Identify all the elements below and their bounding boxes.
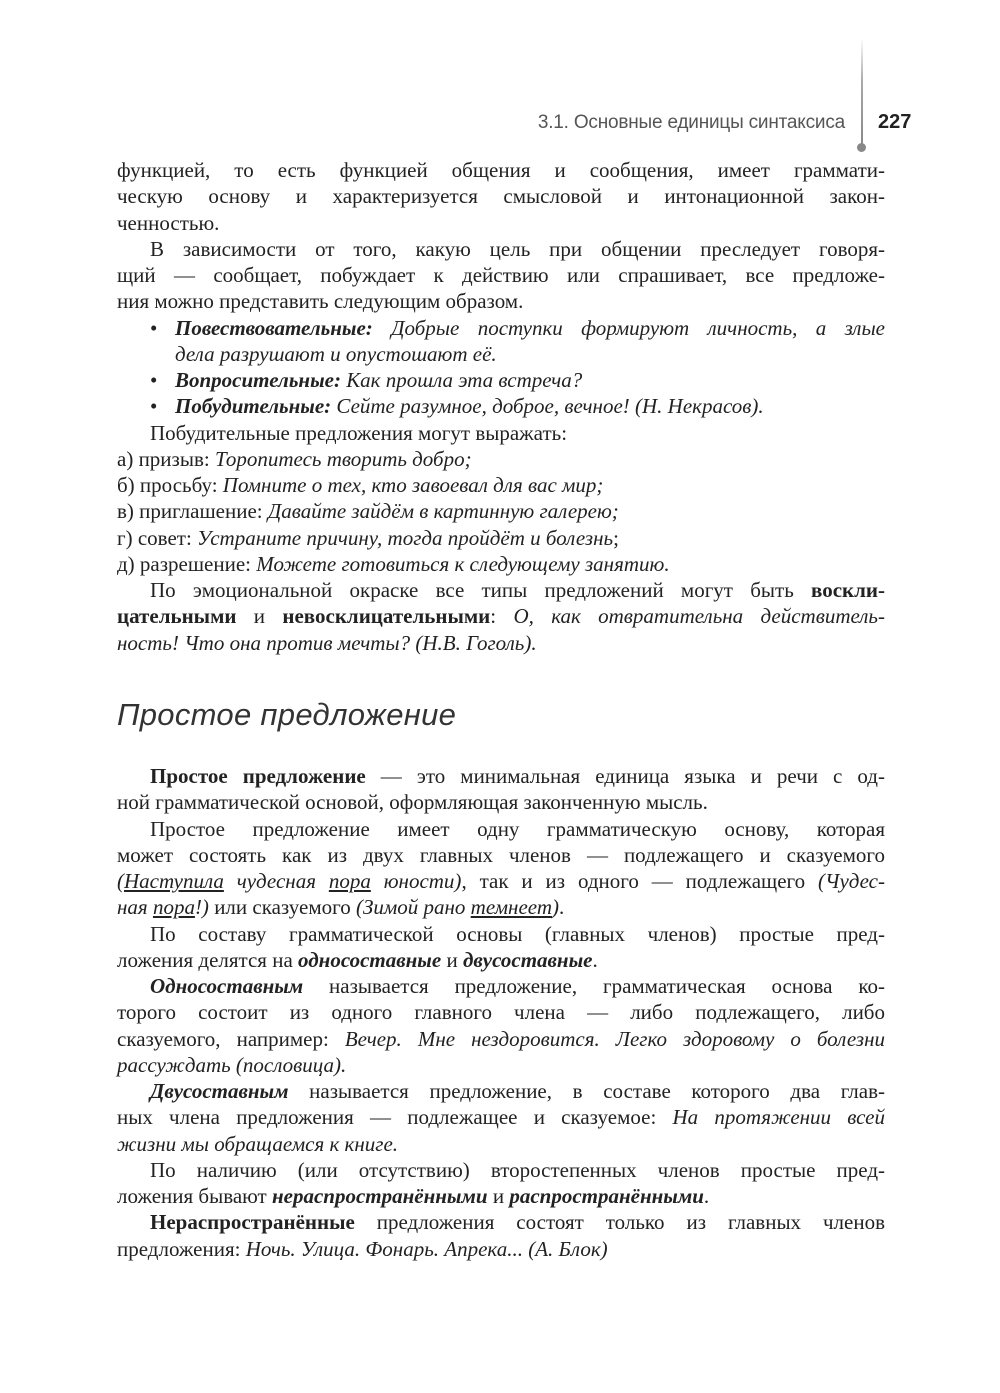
text-line [117, 1236, 885, 1262]
italic-example: юности) [370, 869, 462, 893]
text-run: а) призыв: [117, 446, 215, 471]
text-run: В зависимости от того, какую цель при общении преследует говоря- [150, 236, 885, 261]
bold-term: цательными [117, 604, 237, 629]
text-line [117, 603, 885, 629]
section-title: 3.1. Основные единицы синтаксиса [537, 112, 845, 133]
text-run: может состоять как из двух главных членов — подлежащего и сказуемого [117, 842, 885, 867]
bold-term: невосклицательными [282, 604, 491, 629]
italic-example: Как прошла эта встреча? [346, 368, 583, 392]
italic-example: Ночь. Улица. Фонарь. Апрека... (А. Блок) [245, 1236, 608, 1261]
bold-term: Побудительные: [175, 394, 332, 419]
bullet-line [117, 367, 885, 393]
underlined-term: пора [328, 869, 371, 893]
italic-example: Сейте разумное, доброе, вечное! (Н. Некрасов). [336, 394, 764, 419]
bullet-line [117, 315, 885, 341]
bold-term: Двусоставным [150, 1079, 289, 1103]
text-line [117, 420, 885, 446]
text-run: и [236, 604, 283, 629]
text-run: д) разрешение: [117, 551, 257, 576]
text-line [117, 630, 885, 656]
italic-example: Давайте зайдём в картинную галерею; [267, 499, 619, 524]
text-line [117, 947, 885, 973]
bullet-icon: • [150, 394, 158, 419]
text-line [117, 446, 885, 472]
text-line [117, 525, 885, 551]
bold-term: Простое предложение [150, 764, 366, 788]
italic-example: ) [552, 895, 559, 920]
text-line [117, 868, 885, 894]
text-run: называется предложение, в составе которого два глав- [288, 1079, 885, 1103]
text-line [117, 763, 885, 789]
italic-example: (Зимой рано [355, 895, 471, 920]
text-line [117, 1131, 885, 1157]
header-divider [861, 38, 863, 146]
text-run: . [592, 947, 598, 972]
text-line [117, 789, 885, 815]
bold-term: распространёнными [509, 1184, 704, 1208]
bold-term: Односоставным [150, 974, 304, 998]
header-divider-dot [857, 143, 866, 152]
page-number: 227 [878, 111, 912, 133]
italic-example: ность! Что она против мечты? (Н.В. Гоголь). [117, 630, 537, 655]
italic-example: ная [117, 895, 153, 920]
italic-example: дела разрушают и опустошают её. [175, 341, 497, 366]
bold-term: воскли- [811, 578, 885, 602]
underlined-term: темнеет [470, 895, 552, 920]
text-line [117, 1104, 885, 1130]
text-run: ложения бывают [117, 1184, 272, 1208]
text-run: щий — сообщает, побуждает к действию или спрашивает, все предложе- [117, 263, 885, 287]
text-line [117, 1183, 885, 1209]
italic-example: ( [117, 869, 124, 893]
text-line [117, 183, 885, 209]
text-run: сказуемого, например: [117, 1026, 345, 1051]
text-run: и [487, 1184, 510, 1208]
text-run: ния можно представить следующим образом. [117, 289, 524, 314]
underlined-term: Наступила [124, 869, 224, 893]
text-run: Простое предложение имеет одну грамматическую основу, которая [150, 816, 885, 841]
text-line [117, 262, 885, 288]
italic-example: Можете готовиться к следующему занятию. [256, 551, 670, 576]
text-run: По эмоциональной окраске все типы предложений могут быть [150, 578, 811, 602]
italic-example: рассуждать (пословица). [117, 1052, 347, 1077]
text-run: : [490, 604, 514, 629]
italic-example: О, как отвратительна действитель- [513, 604, 885, 629]
text-line [117, 498, 885, 524]
text-line [117, 1026, 885, 1052]
text-line [117, 999, 885, 1025]
text-run: ; [613, 525, 619, 550]
italic-example: !) [194, 895, 209, 920]
body-text-bottom [117, 763, 885, 1262]
bold-term: двусоставные [462, 947, 593, 972]
text-run: ченностью. [117, 210, 220, 235]
text-run: называется предложение, грамматическая основа ко- [303, 974, 885, 998]
text-line [117, 921, 885, 947]
text-run: ложения делятся на [117, 947, 299, 972]
text-run: и [441, 947, 463, 972]
text-run: , так и из одного — подлежащего [461, 869, 819, 893]
text-line [117, 236, 885, 262]
text-run: ной грамматической основой, оформляющая законченную мысль. [117, 790, 708, 815]
text-line [117, 577, 885, 603]
text-run: ческую основу и характеризуется смысловой и интонационной закон- [117, 184, 885, 209]
text-line [117, 1078, 885, 1104]
text-line [117, 1209, 885, 1235]
italic-example: чудесная [223, 869, 329, 893]
text-line [117, 973, 885, 999]
text-run: . [703, 1184, 710, 1208]
text-run: предложения: [117, 1236, 246, 1261]
italic-example: Устраните причину, тогда пройдёт и болезнь [197, 525, 614, 550]
text-line [117, 551, 885, 577]
text-line [117, 842, 885, 868]
body-text-top [117, 157, 885, 656]
text-line [117, 210, 885, 236]
italic-example: Помните о тех, кто завоевал для вас мир; [222, 473, 604, 497]
underlined-term: пора [152, 895, 195, 920]
text-line [117, 157, 885, 183]
text-line [117, 1157, 885, 1183]
text-run: По составу грамматической основы (главных членов) простые пред- [150, 921, 885, 946]
text-run: или сказуемого [208, 895, 356, 920]
bold-term: Нераспространённые [150, 1210, 355, 1235]
italic-example: жизни мы обращаемся к книге. [117, 1131, 399, 1156]
text-run: в) приглашение: [117, 499, 268, 524]
text-run: ных члена предложения — подлежащее и сказуемое: [117, 1105, 673, 1130]
bold-term: Вопросительные: [175, 368, 341, 392]
italic-example: (Чудес- [818, 869, 885, 893]
section-heading: Простое предложение [117, 697, 457, 732]
text-line [117, 288, 885, 314]
text-run: г) совет: [117, 525, 198, 550]
text-run: Побудительные предложения могут выражать: [150, 420, 568, 445]
bullet-icon: • [150, 368, 158, 392]
bold-term: односоставные [298, 947, 442, 972]
text-line [117, 472, 885, 498]
text-run: По наличию (или отсутствию) второстепенных членов простые пред- [150, 1157, 885, 1182]
text-line [117, 816, 885, 842]
bold-term: нераспространёнными [272, 1184, 488, 1208]
bold-term: Повествовательные: [175, 315, 373, 340]
text-run: торого состоит из одного главного члена — либо подлежащего, либо [117, 1000, 885, 1025]
text-run: . [559, 895, 565, 920]
text-run: функцией, то есть функцией общения и сообщения, имеет граммати- [117, 158, 885, 182]
italic-example: На протяжении всей [672, 1105, 885, 1130]
text-run [373, 316, 391, 340]
text-run: б) просьбу: [117, 473, 223, 497]
text-line [117, 341, 885, 367]
text-line [117, 1052, 885, 1078]
bullet-icon: • [150, 315, 158, 340]
italic-example: Вечер. Мне нездоровится. Легко здоровому о болезни [344, 1026, 885, 1051]
text-run: — это минимальная единица языка и речи с од- [365, 764, 885, 788]
italic-example: Торопитесь творить добро; [214, 446, 472, 471]
italic-example: Добрые поступки формируют личность, а злые [391, 315, 885, 340]
text-line [117, 894, 885, 920]
bullet-line [117, 393, 885, 419]
text-run: предложения состоят только из главных членов [354, 1210, 885, 1235]
